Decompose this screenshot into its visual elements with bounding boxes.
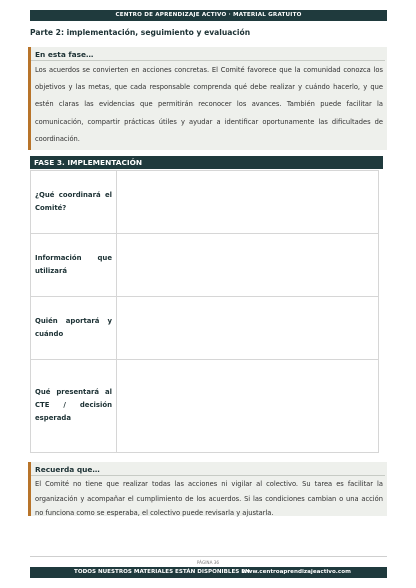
row-question: Información que utilizará xyxy=(31,233,117,296)
table-row xyxy=(31,359,379,452)
page-number: PÁGINA 36 xyxy=(196,560,220,565)
row-answer-cell[interactable] xyxy=(117,296,379,359)
section-title: Parte 2: implementación, seguimiento y evaluación xyxy=(30,28,251,37)
row-answer-cell[interactable] xyxy=(117,171,379,234)
footer-divider xyxy=(30,556,387,557)
row-question: Quién aportará y cuándo xyxy=(31,296,117,359)
row-question: Qué presentará al CTE / decisión esperada xyxy=(31,359,117,452)
en-esta-fase-title: En esta fase… xyxy=(35,50,94,59)
row-answer-cell[interactable] xyxy=(117,359,379,452)
fase3-header-band: FASE 3. IMPLEMENTACIÓN xyxy=(30,156,383,169)
table-row xyxy=(31,233,379,296)
table-row xyxy=(31,296,379,359)
en-esta-fase-box xyxy=(28,47,387,150)
footer-website-link[interactable]: www.centroaprendizajeactivo.com xyxy=(242,569,351,575)
implementation-table xyxy=(30,170,379,453)
recuerda-box xyxy=(28,462,387,516)
table-row xyxy=(31,171,379,234)
recuerda-text: El Comité no tiene que realizar todas las acciones ni vigilar al colectivo. Su tarea es facilitar la organización y acompañar el cumplimiento de los acuerdos. Si las condiciones cambian o una acción no funciona como se esperaba, el colectivo puede revisarla y ajustarla. xyxy=(35,480,383,518)
footer-left-text: TODOS NUESTROS MATERIALES ESTÁN DISPONIBLES EN xyxy=(74,569,250,575)
footer-band xyxy=(30,567,387,578)
en-esta-fase-text: Los acuerdos se convierten en acciones concretas. El Comité favorece que la comunidad conozca los objetivos y las metas, que cada responsable comprenda qué debe realizar y cuándo hacerlo, y que estén claras las evidencias que permitirán reconocer los avances. También puede facilitar la comunicación, compartir prácticas útiles y ayudar a identificar oportunamente las dificultades de coordinación. xyxy=(35,66,383,143)
recuerda-title: Recuerda que… xyxy=(35,465,100,474)
row-answer-cell[interactable] xyxy=(117,233,379,296)
row-question: ¿Qué coordinará el Comité? xyxy=(31,171,117,234)
header-band: CENTRO DE APRENDIZAJE ACTIVO · MATERIAL GRATUITO xyxy=(30,10,387,21)
